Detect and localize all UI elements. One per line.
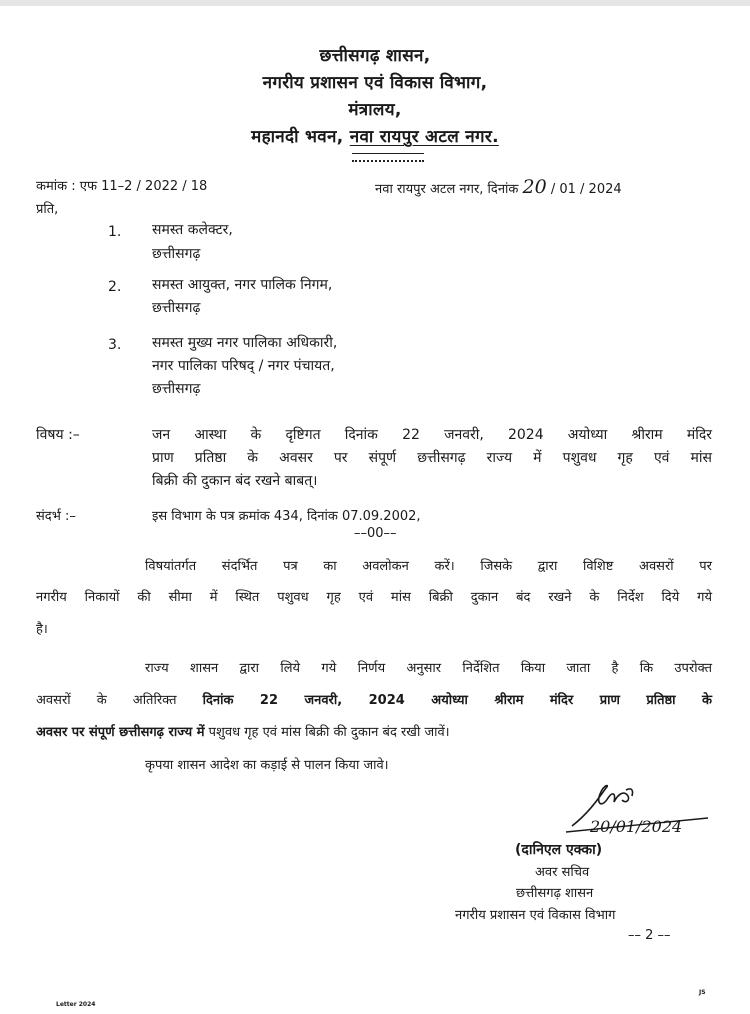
subject-line-2: प्राण प्रतिष्ठा के अवसर पर संपूर्ण छत्तीसगढ़ राज्य में पशुवध गृह एवं मांस xyxy=(152,450,712,466)
header-divider xyxy=(352,153,424,162)
address-city: नवा रायपुर अटल नगर. xyxy=(349,127,499,147)
para1-line1: विषयांतर्गत संदर्भित पत्र का अवलोकन करें। जिसके द्वारा विशिष्ट अवसरों पर xyxy=(145,559,712,574)
subject-line-1: जन आस्था के दृष्टिगत दिनांक 22 जनवरी, 2024 अयोध्या श्रीराम मंदिर xyxy=(152,427,712,443)
para3: कृपया शासन आदेश का कड़ाई से पालन किया जावे। xyxy=(145,758,389,773)
letter-number: कमांक : एफ 11–2 / 2022 / 18 xyxy=(36,179,208,194)
date-month-year: / 01 / 2024 xyxy=(550,182,622,197)
letterhead-government: छत्तीसगढ़ शासन, xyxy=(319,46,431,66)
recipient-3-line1: समस्त मुख्य नगर पालिका अधिकारी, xyxy=(152,335,338,351)
signatory-name: (दानिएल एक्का) xyxy=(515,842,603,858)
footer-right-note: JS xyxy=(699,989,706,996)
recipient-2-number: 2. xyxy=(108,279,122,295)
reference-label: संदर्भ :– xyxy=(36,509,76,524)
recipient-3-number: 3. xyxy=(108,337,122,353)
recipient-1-line2: छत्तीसगढ़ xyxy=(152,246,201,262)
signatory-department: नगरीय प्रशासन एवं विकास विभाग xyxy=(455,908,616,923)
para2-line3-bold: अवसर पर संपूर्ण छत्तीसगढ़ राज्य में xyxy=(36,725,205,740)
top-edge xyxy=(0,0,750,6)
para1-line2: नगरीय निकायों की सीमा में स्थित पशुवध गृह एवं मांस बिक्री दुकान बंद रखने के निर्देश दिये गये xyxy=(36,590,712,605)
recipient-1-line1: समस्त कलेक्टर, xyxy=(152,222,233,238)
handwritten-day: 20 xyxy=(522,176,547,198)
subject-line-3: बिक्री की दुकान बंद रखने बाबत्। xyxy=(152,473,318,489)
reference-text: इस विभाग के पत्र क्रमांक 434, दिनांक 07.09.2002, xyxy=(152,509,421,524)
recipient-2-line2: छत्तीसगढ़ xyxy=(152,300,201,316)
page-marker: –– 2 –– xyxy=(628,928,671,943)
signature-scribble-icon xyxy=(560,782,720,842)
para2-line2 xyxy=(36,690,712,708)
signatory-designation: अवर सचिव xyxy=(535,865,590,880)
signatory-government: छत्तीसगढ़ शासन xyxy=(516,886,594,901)
section-separator: ––00–– xyxy=(354,526,397,541)
para2-line3 xyxy=(36,722,450,740)
place-date-label: नवा रायपुर अटल नगर, दिनांक xyxy=(375,182,519,197)
letterhead-ministry: मंत्रालय, xyxy=(348,100,402,120)
recipient-3-line2: नगर पालिका परिषद् / नगर पंचायत, xyxy=(152,358,335,374)
footer-left-note: Letter 2024 xyxy=(56,1001,96,1008)
address-building: महानदी भवन, xyxy=(251,127,350,147)
para2-line3-normal: पशुवध गृह एवं मांस बिक्री की दुकान बंद रखी जावें। xyxy=(204,725,450,740)
recipient-2-line1: समस्त आयुक्त, नगर पालिक निगम, xyxy=(152,277,333,293)
place-date xyxy=(375,176,622,198)
letterhead-department: नगरीय प्रशासन एवं विकास विभाग, xyxy=(262,73,488,93)
recipient-1-number: 1. xyxy=(108,224,122,240)
subject-label: विषय :– xyxy=(36,427,80,443)
para1-line3: है। xyxy=(36,622,48,637)
letterhead-address xyxy=(0,124,750,147)
para2-line2-normal: अवसरों के अतिरिक्त xyxy=(36,693,203,708)
recipient-3-line3: छत्तीसगढ़ xyxy=(152,381,201,397)
para2-line2-bold: दिनांक 22 जनवरी, 2024 अयोध्या श्रीराम मंदिर प्राण प्रतिष्ठा के xyxy=(202,693,712,708)
to-label: प्रति, xyxy=(36,202,59,217)
signature-handwritten-date: 20/01/2024 xyxy=(590,817,683,836)
para2-line1: राज्य शासन द्वारा लिये गये निर्णय अनुसार निर्देशित किया जाता है कि उपरोक्त xyxy=(145,661,712,676)
